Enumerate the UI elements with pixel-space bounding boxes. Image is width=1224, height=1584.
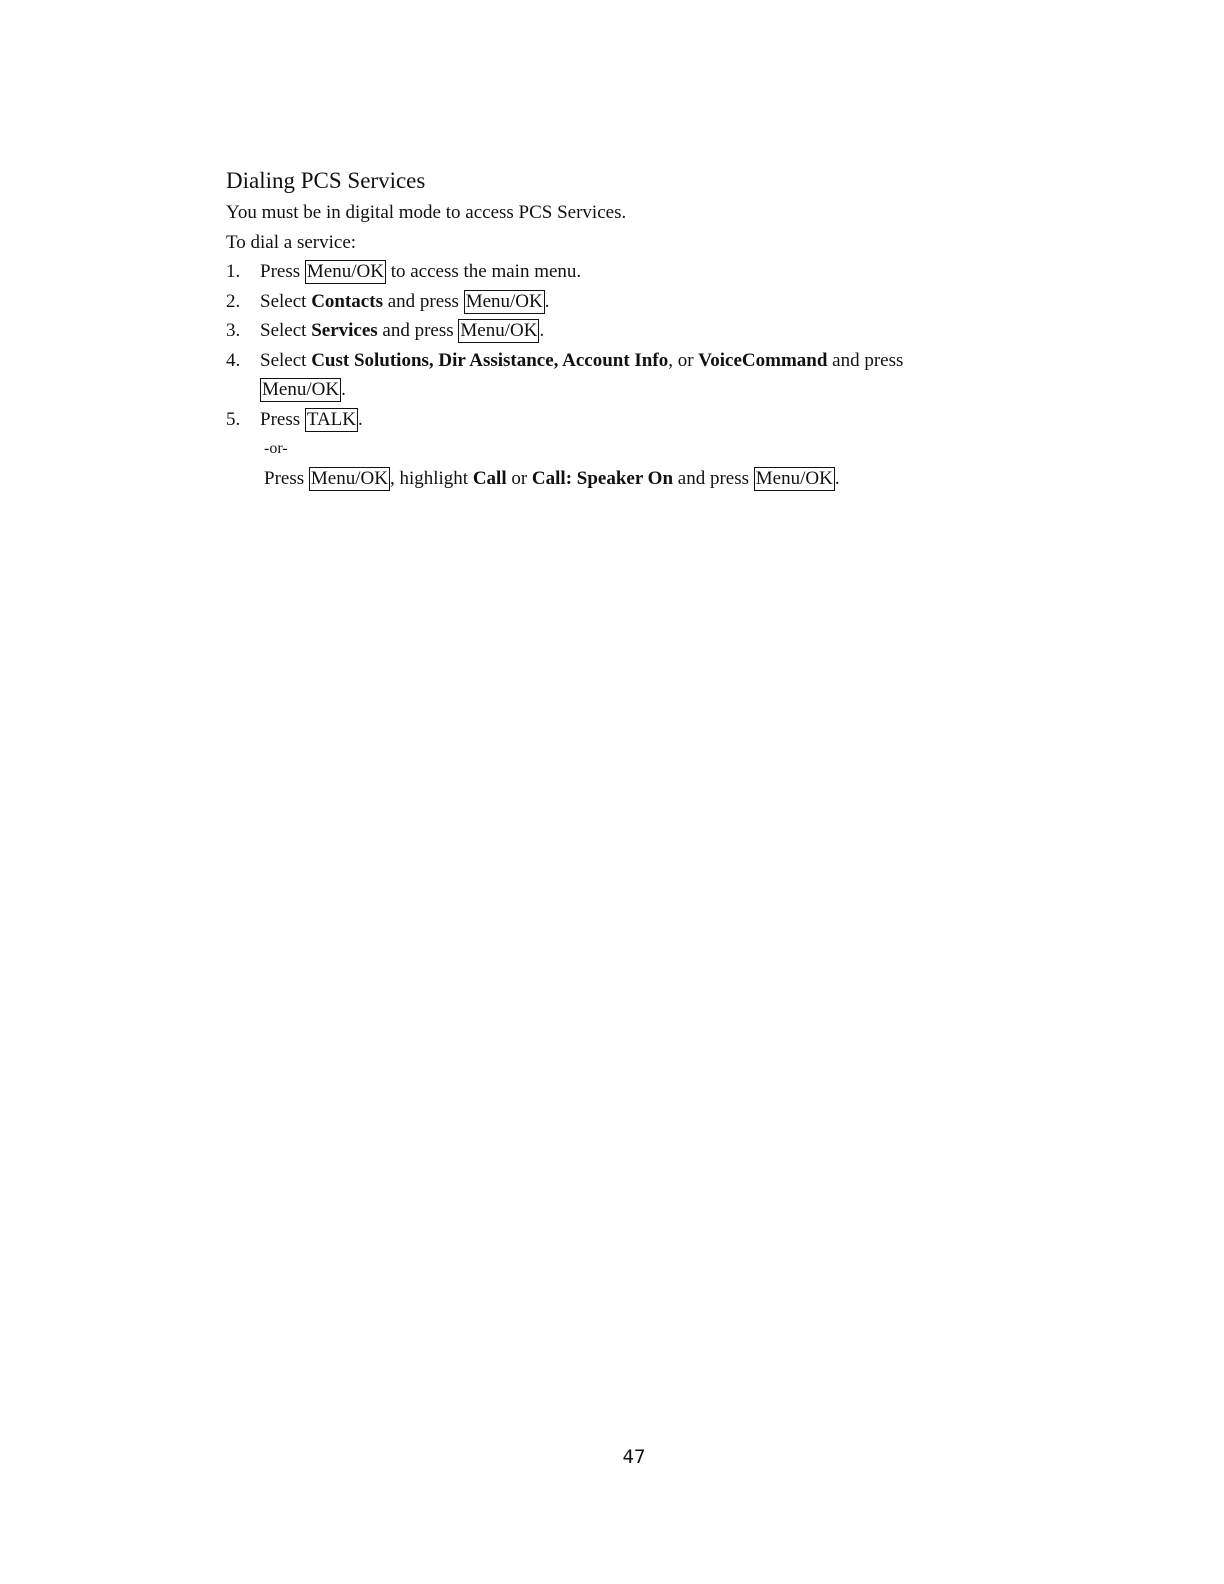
menu-ok-key: Menu/OK bbox=[262, 379, 340, 400]
step-text: or bbox=[511, 467, 528, 489]
steps-list bbox=[226, 257, 986, 434]
menu-option-services: Services bbox=[311, 320, 378, 341]
step-3 bbox=[226, 316, 986, 346]
menu-option-voicecommand: VoiceCommand bbox=[698, 349, 828, 371]
step-text: and press bbox=[387, 290, 459, 312]
step-number: 4. bbox=[226, 349, 241, 371]
step-2 bbox=[226, 287, 986, 317]
menu-ok-key: Menu/OK bbox=[460, 320, 538, 341]
step-text: and press bbox=[382, 320, 454, 341]
intro-text: You must be in digital mode to access PCS Services. bbox=[226, 202, 627, 223]
menu-options-services-list: Cust Solutions, Dir Assistance, Account Info bbox=[311, 349, 669, 371]
step-text: , highlight bbox=[389, 467, 469, 489]
step-5 bbox=[226, 405, 986, 435]
step-text: . bbox=[544, 290, 550, 312]
step-text: Select bbox=[260, 349, 307, 371]
menu-ok-key: Menu/OK bbox=[306, 261, 384, 282]
step-text: Press bbox=[260, 261, 301, 282]
step-text: Press bbox=[260, 408, 301, 430]
section-dialing-pcs-services bbox=[226, 166, 986, 493]
step-1 bbox=[226, 257, 986, 287]
step-number: 1. bbox=[226, 261, 241, 282]
step-text: . bbox=[358, 408, 363, 430]
menu-ok-key: Menu/OK bbox=[310, 467, 388, 489]
menu-option-call-speaker-on: Call: Speaker On bbox=[531, 467, 674, 489]
section-heading: Dialing PCS Services bbox=[226, 168, 426, 193]
menu-ok-key: Menu/OK bbox=[755, 467, 833, 489]
step-text: Press bbox=[264, 467, 305, 489]
menu-option-call: Call bbox=[472, 467, 507, 489]
step-text: to access the main menu. bbox=[390, 261, 582, 282]
menu-option-contacts: Contacts bbox=[311, 290, 383, 312]
step-text: , or bbox=[668, 349, 694, 371]
step-number: 2. bbox=[226, 290, 241, 312]
step-text: . bbox=[834, 467, 840, 489]
step-text: . bbox=[539, 320, 545, 341]
menu-ok-key: Menu/OK bbox=[465, 290, 543, 312]
alternative-text bbox=[264, 464, 986, 494]
step-text: Select bbox=[260, 290, 307, 312]
talk-key: TALK bbox=[306, 408, 357, 430]
lead-text: To dial a service: bbox=[226, 231, 357, 253]
step-text: and press bbox=[677, 467, 750, 489]
alternative-instruction bbox=[226, 434, 986, 493]
step-text: and press bbox=[832, 349, 904, 371]
page-number: 47 bbox=[622, 1446, 646, 1468]
step-number: 5. bbox=[226, 408, 241, 430]
or-separator: -or- bbox=[264, 440, 288, 457]
step-text: Select bbox=[260, 320, 307, 341]
step-text: . bbox=[341, 379, 346, 400]
step-number: 3. bbox=[226, 320, 241, 341]
step-4 bbox=[226, 346, 986, 405]
